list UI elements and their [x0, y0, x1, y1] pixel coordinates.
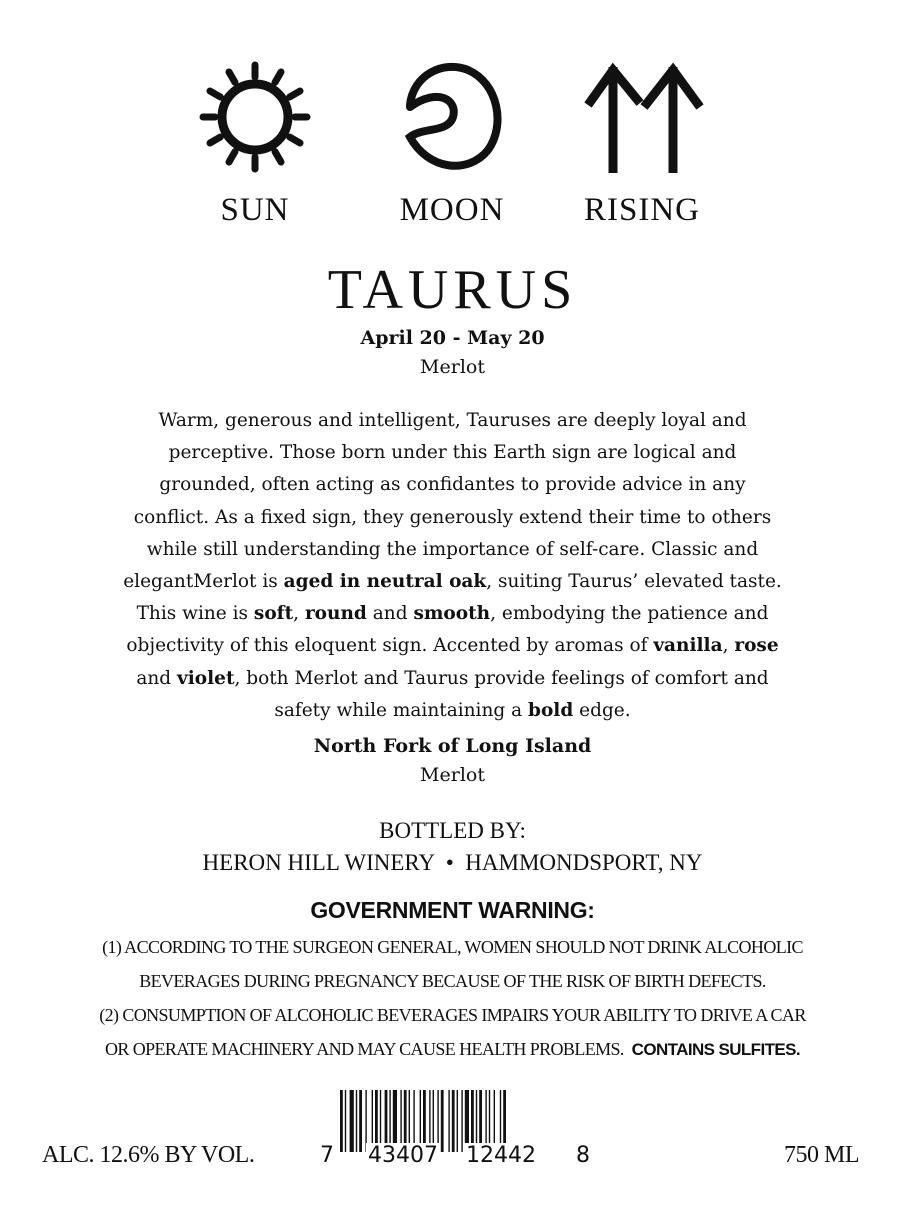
highlight-term: violet [177, 667, 235, 689]
barcode-bar [359, 1090, 362, 1152]
barcode-digits-right: 12442 [466, 1143, 536, 1168]
description-text: grounded, often acting as confidantes to provide advice in any [159, 474, 746, 496]
highlight-term: vanilla [653, 635, 723, 657]
highlight-term: rose [734, 635, 779, 657]
description-text: safety while maintaining a [274, 699, 529, 721]
highlight-term: soft [253, 603, 294, 625]
winery: HERON HILL WINERY • HAMMONDSPORT, NY [202, 850, 703, 875]
description-line [0, 405, 905, 437]
sign-dates: April 20 - May 20 [360, 327, 545, 349]
sun-ray [275, 72, 281, 82]
warning-line: (2) CONSUMPTION OF ALCOHOLIC BEVERAGES IMPAIRS YOUR ABILITY TO DRIVE A CAR [99, 1005, 806, 1025]
description-line [0, 437, 905, 469]
barcode-bar [350, 1090, 354, 1152]
description-line [0, 598, 905, 630]
description-text: Warm, generous and intelligent, Tauruses are deeply loyal and [158, 410, 747, 431]
highlight-term: smooth [413, 603, 491, 625]
description-text: , suiting Taurus’ elevated taste. [486, 571, 782, 593]
moon-icon [388, 55, 518, 175]
description-text: elegantMerlot is [123, 571, 284, 593]
warning-line: OR OPERATE MACHINERY AND MAY CAUSE HEALTH PROBLEMS. [105, 1039, 624, 1059]
description-line [0, 469, 905, 501]
highlight-term: aged in neutral oak [283, 571, 487, 593]
description-line [0, 566, 905, 598]
barcode-digit-first: 7 [320, 1143, 334, 1168]
description-text: objectivity of this eloquent sign. Accented by aromas of [126, 635, 654, 657]
description-line [0, 695, 905, 727]
warning-line: (1) ACCORDING TO THE SURGEON GENERAL, WOMEN SHOULD NOT DRINK ALCOHOLIC [102, 937, 803, 957]
description-line [0, 534, 905, 566]
sun-icon [190, 55, 320, 175]
sun-label: SUN [220, 192, 290, 228]
barcode-digits-left: 43407 [368, 1143, 438, 1168]
sun-ray [229, 152, 235, 162]
volume: 750 ML [784, 1142, 859, 1168]
barcode-digit-last: 8 [576, 1143, 590, 1168]
varietal: Merlot [420, 356, 485, 378]
barcode-bar [441, 1090, 444, 1152]
barcode-bar [452, 1090, 455, 1152]
description-text: and [136, 667, 178, 689]
sign-title: TAURUS [327, 259, 578, 321]
description-line [0, 502, 905, 534]
sun-ray [229, 72, 235, 82]
sun-ray [290, 91, 300, 97]
sun-ray [210, 137, 220, 143]
region: North Fork of Long Island [313, 735, 592, 757]
description-text: , embodying the patience and [490, 603, 769, 625]
sun-ray [210, 91, 220, 97]
moon-label: MOON [399, 192, 505, 228]
bottler [0, 815, 905, 879]
alcohol-content: ALC. 12.6% BY VOL. [42, 1142, 255, 1168]
warning-line: BEVERAGES DURING PREGNANCY BECAUSE OF THE RISK OF BIRTH DEFECTS. [139, 971, 766, 991]
barcode-bar [356, 1090, 357, 1152]
sulfites: CONTAINS SULFITES. [631, 1040, 800, 1059]
warning-title: GOVERNMENT WARNING: [310, 897, 595, 923]
description-text: perceptive. Those born under this Earth sign are logical and [168, 442, 737, 464]
description-text: and [366, 603, 414, 625]
sun-ray [290, 137, 300, 143]
barcode-bar [448, 1090, 449, 1152]
description-text: , both Merlot and Taurus provide feelings of comfort and [234, 667, 769, 689]
highlight-term: round [304, 603, 367, 625]
barcode-bar [345, 1090, 346, 1152]
barcode-bar [457, 1090, 458, 1152]
description-text: This wine is [136, 603, 254, 625]
bottled-by-label: BOTTLED BY: [379, 818, 526, 843]
description-text: conflict. As a fixed sign, they generously extend their time to others [133, 506, 772, 528]
description-text: edge. [573, 699, 631, 721]
description-text: , [293, 603, 305, 625]
description [0, 405, 905, 727]
barcode-bar [461, 1090, 462, 1152]
description-line [0, 630, 905, 662]
rising-icon [578, 55, 708, 175]
description-text: while still understanding the importance of self-care. Classic and [146, 538, 759, 560]
sun-ray [275, 152, 281, 162]
description-text: , [722, 635, 735, 657]
highlight-term: bold [528, 699, 574, 721]
government-warning [0, 930, 905, 1067]
rising-label: RISING [583, 192, 700, 228]
description-line [0, 663, 905, 695]
barcode-bar [340, 1090, 343, 1152]
region-varietal: Merlot [420, 764, 485, 786]
